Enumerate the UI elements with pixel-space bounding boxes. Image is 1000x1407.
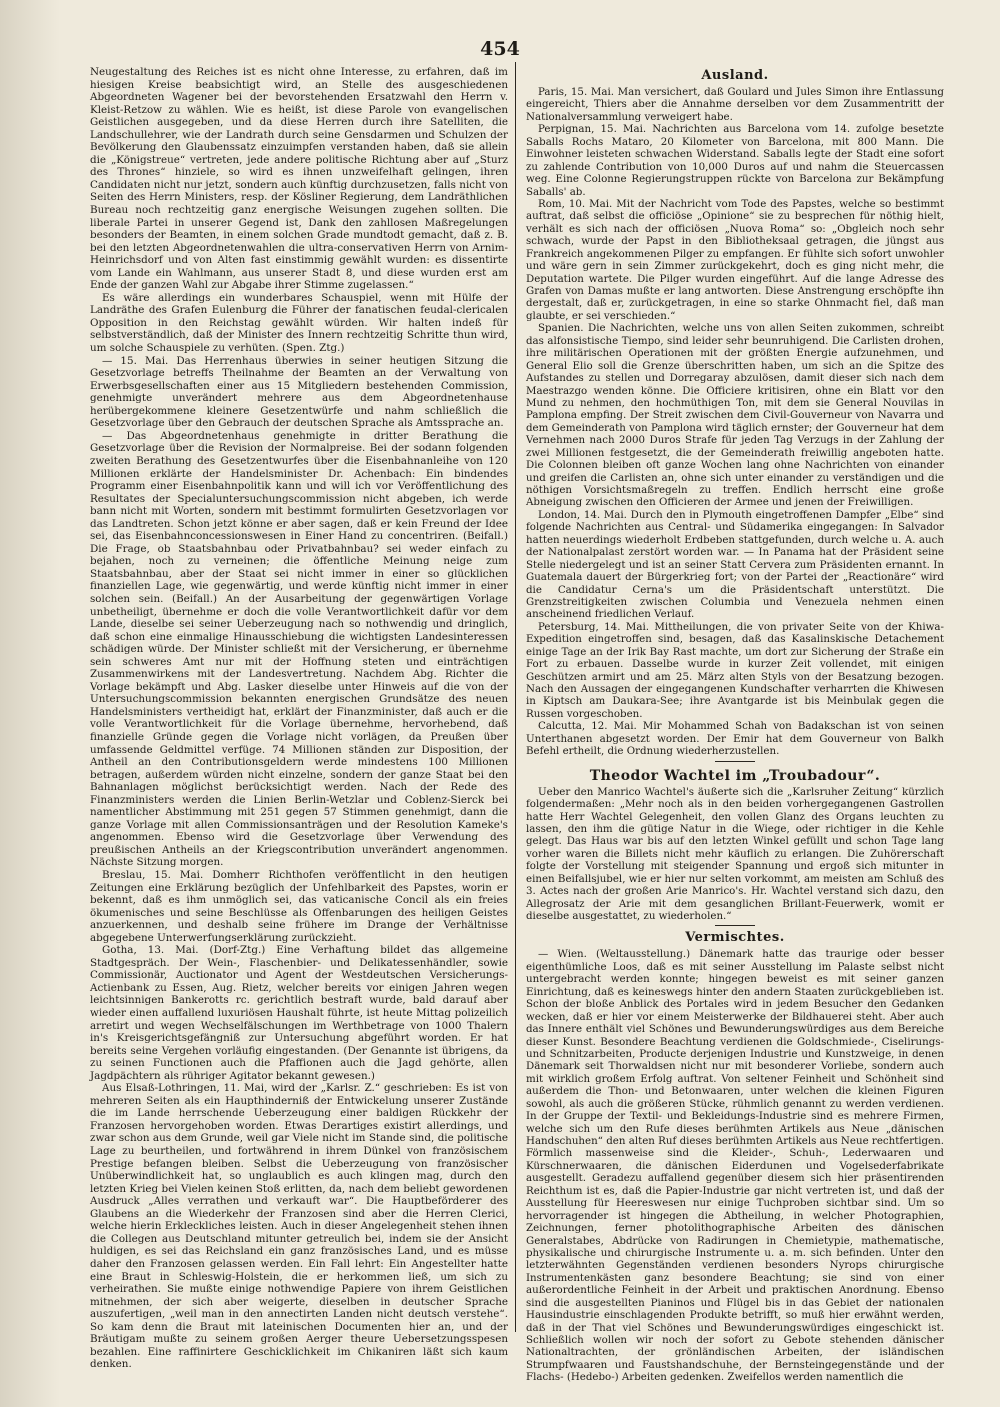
heading-separator bbox=[715, 761, 755, 762]
paragraph-london: London, 14. Mai. Durch den in Plymouth eingetroffenen Dampfer „Elbe“ sind folgende Nachrichten aus Central- und Südamerika eingegangen: In Salvador hatten neuerdings wiederholt Erdbeben stattgefunden, durch welche u. A. auch der Nationalpalast zerstört worden war. — In Panama hat der Präsident seine Stelle niedergelegt und ist an seiner Statt Cervera zum Präsidenten ernannt. In Guatemala dauert der Bürgerkrieg fort; von der Partei der „Reactionäre“ wird die Candidatur Cerna's um die Präsidentschaft unterstützt. Die Grenzstreitigkeiten zwischen Columbia und Venezuela nehmen einen anscheinend friedlichen Verlauf. bbox=[526, 508, 944, 621]
paragraph-landraethe: Es wäre allerdings ein wunderbares Schauspiel, wenn mit Hülfe der Landräthe des Grafen Eulenburg die Führer der fanatischen feudal-clericalen Opposition in den Reichstag gewählt würden. Wir halten indeß für selbstverständlich, daß der Minister des Innern rechtzeitig Schritte thun wird, um solche Schauspiele zu verhüten. (Spen. Ztg.) bbox=[90, 291, 508, 355]
heading-separator bbox=[715, 925, 755, 926]
paragraph-wachtel-troubadour: Ueber den Manrico Wachtel's äußerte sich die „Karlsruher Zeitung“ kürzlich folgendermaßen: „Mehr noch als in den beiden vorhergegangenen Gastrollen hatte Herr Wachtel Gelegenheit, den vollen Glanz des Organs leuchten zu lassen, den ihm die gütige Natur in die Wiege, oder richtiger in die Kehle gelegt. Das Haus war bis auf den letzten Winkel gefüllt und schon Tage lang vorher waren die Billets nicht mehr käuflich zu erlangen. Die Zuhörerschaft folgte der Vorstellung mit steigender Spannung und ergoß sich mitunter in einen Beifallsjubel, wie er hier nur selten vorkommt, am meisten am Schluß des 3. Actes nach der großen Arie Manrico's. Hr. Wachtel verstand sich dazu, den Allegrosatz der Arie mit dem gesanglichen Brillant-Feuerwerk, womit er dieselbe ausgestattet, zu wiederholen.“ bbox=[526, 785, 944, 922]
paragraph-weltausstellung: — Wien. (Weltausstellung.) Dänemark hatte das traurige oder besser eigenthümliche Loos, daß es mit seiner Ausstellung im Palaste selbst nicht untergebracht werden konnte; hingegen beweist es mit seiner ganzen Einrichtung, daß es keineswegs hinter den andern Staaten zurückgeblieben ist. Schon der bloße Anblick des Portales wird in jedem Besucher den Gedanken wecken, daß er hier vor einem Meisterwerke der Bildhauerei steht. Aber auch das Innere enthält viel Schönes und Bewunderungswürdiges aus dem Bereiche dieser Kunst. Besondere Beachtung verdienen die Goldschmiede-, Ciselirungs- und Schnitzarbeiten, Producte derjenigen Industrie und Kunstzweige, in denen Dänemark seit Thorwaldsen nicht nur mit besonderer Vorliebe, sondern auch mit wirklich großem Erfolg auftrat. Von seltener Feinheit und Schönheit sind außerdem die Thon- und Betonwaaren, unter welchen die kleinen Figuren sowohl, als auch die größeren Stücke, rühmlich genannt zu werden verdienen. In der Gruppe der Textil- und Bekleidungs-Industrie sind es mehrere Firmen, welche sich um den Rufe dieses berühmten Artikels aus Neue „dänischen Handschuhen“ den alten Ruf dieses berühmten Artikels aus Neue rechtfertigen. Förmlich massenweise sind die Kleider-, Schuh-, Lederwaaren und Kürschnerwaaren, die dänischen Eiderdunen und Vogelsederfabrikate ausgestellt. Geradezu auffallend gegenüber diesem sich hier präsentirenden Reichthum ist es, daß die Papier-Industrie gar nicht vertreten ist, und daß der Ausstellung für Heereswesen nur einige Tuchproben sichtbar sind. Um so hervorragender ist hingegen die Abtheilung, in welcher Photographien, Zeichnungen, ferner photolithographische Arbeiten des dänischen Generalstabes, Abdrücke von Radirungen in Chemietypie, mathematische, physikalische und chirurgische Instrumente u. a. m. sich befinden. Unter den letzterwähnten Gegenständen verdienen besonders Nyrops chirurgische Instrumentenkästen ganz besondere Beachtung; sie sind von einer außerordentliche Feinheit in der Arbeit und praktischen Anordnung. Ebenso sind die ausgestellten Pianinos und Flügel bis in das Gebiet der nationalen Hausindustrie einschlagenden Produkte betrifft, so muß hier erwähnt werden, daß in der That viel Schönes und Bewunderungswürdiges eingeschickt ist. Schließlich wollen wir noch der sofort zu Gebote stehenden dänischer Nationaltrachten, der grönländischen Arbeiten, der isländischen Strumpfwaaren und Faustshandschuhe, der Bernsteingegenstände und der Flachs- (Hedebo-) Arbeiten gedenken. Zweifellos werden namentlich die bbox=[526, 948, 944, 1384]
paragraph-spanien: Spanien. Die Nachrichten, welche uns von allen Seiten zukommen, schreibt das alfonsistische Tiempo, sind leider sehr beunruhigend. Die Carlisten drohen, ihre militärischen Operationen mit der größten Energie aufzunehmen, und General Elio soll die Grenze überschritten haben, um sich an die Spitze des Aufstandes zu stellen und Dorregaray abzulösen, damit dieser sich nach dem Maestrazgo wenden könne. Die Officiere kritisiren, ohne ein Blatt vor den Mund zu nehmen, den hochmüthigen Ton, mit dem sie General Nouvilas in Pamplona empfing. Der Streit zwischen dem Civil-Gouverneur von Navarra und dem Gemeinderath von Pamplona wird täglich ernster; der Gouverneur hat dem Vernehmen nach 2000 Duros Strafe für jeden Tag Verzugs in der Zahlung der zwei Millionen festgesetzt, die der Gemeinderath freiwillig angeboten hatte. Die Colonnen bleiben oft ganze Wochen lang ohne Nachrichten von einander und greifen die Carlisten an, ohne sich unter einander zu verständigen und die nöthigen Vorsichtsmaßregeln zu treffen. Endlich herrscht eine große Abneigung zwischen den Officieren der Armee und jenen der Freiwilligen. bbox=[526, 322, 944, 509]
paragraph-elsass-lothringen: Aus Elsaß-Lothringen, 11. Mai, wird der „Karlsr. Z.“ geschrieben: Es ist von mehreren Seiten als ein Haupthinderniß der Entwickelung unserer Zustände die im Lande herrschende Ueberzeugung einer baldigen Rückkehr der Franzosen hervorgehoben worden. Etwas Derartiges existirt allerdings, und zwar schon aus dem Grunde, weil gar Viele nicht im Stande sind, die politische Lage zu beurtheilen, und fortwährend in ihrem Dünkel von französischem Prestige befangen bleiben. Selbst die Ueberzeugung von französischer Unüberwindlichkeit hat, so unglaublich es auch klingen mag, durch den letzten Krieg bei Vielen keinen Stoß erlitten, da, nach dem beliebt gewordenen Ausdruck „Alles verrathen und verkauft war“. Die Hauptbeförderer des Glaubens an die Wiederkehr der Franzosen sind aber die Herren Clerici, welche hierin Erkleckliches leisten. Auch in dieser Angelegenheit stehen ihnen die Collegen aus Deutschland mitunter getreulich bei, indem sie der Ansicht huldigen, es sei das Reichsland ein ganz französisches Land, und es müsse daher den Franzosen gelassen werden. Ein Fall lehrt: Ein Angestellter hatte eine Braut in Schleswig-Holstein, die er herkommen ließ, um sich zu verheirathen. Sie mußte einige nothwendige Papiere von ihrem Geistlichen mitnehmen, der sich aber weigerte, dieselben in deutscher Sprache auszufertigen, „weil man in den annectirten Landen nicht deutsch verstehe“. So kam denn die Braut mit lateinischen Documenten hier an, und der Bräutigam mußte zu seinem großen Aerger theure Uebersetzungsspesen bezahlen. Eine raffinirtere Geschicklichkeit im Chikaniren läßt sich kaum denken. bbox=[90, 1082, 508, 1371]
paragraph-wahl-kleist-retzow: Neugestaltung des Reiches ist es nicht ohne Interesse, zu erfahren, daß im hiesigen Kreise beabsichtigt wird, an Stelle des ausgeschiedenen Abgeordneten Wagener bei der bevorstehenden Ersatzwahl den Herrn v. Kleist-Retzow zu wählen. Wie es heißt, ist diese Parole von evangelischen Geistlichen ausgegeben, und da diese Herren durch ihre Satelliten, die Landschullehrer, wie der Landrath durch seine Gensdarmen und Schulzen der Bevölkerung den Glaubenssatz einzuimpfen verstanden haben, daß sie allein die „Königstreue“ vertreten, jede andere politische Richtung aber auf „Sturz des Thrones“ hinziele, so wird es ihnen unzweifelhaft gelingen, ihren Candidaten nicht nur jetzt, sondern auch künftig durchzusetzen, falls nicht von Seiten des Herrn Ministers, resp. der Kösliner Regierung, dem Landräthlichen Bureau noch rechtzeitig ganz energische Weisungen zugehen sollten. Die liberale Partei in unserer Gegend ist, Dank den zahllosen Maßregelungen besonders der Beamten, in einem solchen Grade mundtodt gemacht, daß z. B. bei den letzten Abgeordnetenwahlen die ultra-conservativen Herrn von Arnim-Heinrichsdorf und von Alten fast einstimmig gewählt wurden: es dissentirte vom Lande ein Wahlmann, aus unserer Stadt 8, und diese wurden erst am Ende der ganzen Wahl zur Abgabe ihrer Stimme zugelassen.“ bbox=[90, 66, 508, 292]
paragraph-petersburg: Petersburg, 14. Mai. Mittheilungen, die von privater Seite von der Khiwa-Expedition eingetroffen sind, besagen, daß das Kasalinskische Detachement einige Tage an der Irik Bay Rast machte, um dort zur Sicherung der Straße ein Fort zu erbauen. Dasselbe wurde in kurzer Zeit vollendet, mit einigen Geschützen armirt und am 25. März alten Styls von der Besatzung bezogen. Nach den Aussagen der eingegangenen Kundschafter verharrten die Khiwesen in Kiptsch am Daukara-See; ihre Avantgarde ist bis Meinbulak gegen die Russen vorgeschoben. bbox=[526, 620, 944, 720]
paragraph-abgeordnetenhaus: — Das Abgeordnetenhaus genehmigte in dritter Berathung die Gesetzvorlage über die Revision der Normalpreise. Bei der sodann folgenden zweiten Berathung des Gesetzentwurfes über die Eisenbahnanleihe von 120 Millionen erklärte der Handelsminister Dr. Achenbach: Ein bindendes Programm einer Eisenbahnpolitik kann und will ich vor Veröffentlichung des Resultates der Specialuntersuchungscommission nicht abgeben, ich werde bann nicht mit Worten, sondern mit bestimmt formulirten Gesetzvorlagen vor das Landtreten. Schon jetzt könne er aber sagen, daß er kein Freund der Idee sei, das Eisenbahnconcessionswesen in Einer Hand zu concentriren. (Beifall.) Die Frage, ob Staatsbahnbau oder Privatbahnbau? sei weder einfach zu bejahen, noch zu verneinen; die öffentliche Meinung neige zum Staatsbahnbau, aber der Staat sei nicht immer in einer so glücklichen finanziellen Lage, wie gegenwärtig, und werde künftig nicht immer in einer solchen sein. (Beifall.) An der Ausarbeitung der gegenwärtigen Vorlage unbetheiligt, übernehme er doch die volle Verantwortlichkeit dafür vor dem Lande, dieselbe sei seiner Ueberzeugung nach so nothwendig und dringlich, daß schon eine einmalige Hinausschiebung die wichtigsten Landesinteressen schädigen würde. Der Minister schließt mit der Versicherung, er übernehme sein schweres Amt nur mit der Hoffnung steten und einträchtigen Zusammenwirkens mit der Landesvertretung. Nachdem Abg. Richter die Vorlage bekämpft und Abg. Lasker dieselbe unter Hinweis auf die von der Untersuchungscommission bekannten energischen Grundsätze des neuen Handelsministers vertheidigt hat, erklärt der Finanzminister, daß auch er die volle Verantwortlichkeit für die Vorlage übernehme, hervorhebend, daß finanzielle Gründe gegen die Vorlage nicht vorlägen, da Preußen über umfassende Geldmittel verfüge. 74 Millionen ständen zur Disposition, der Antheil an den Contributionsgeldern werde mindestens 100 Millionen betragen, außerdem würden nicht einzelne, sondern der ganze Staat bei den Bahnanlagen möglichst berücksichtigt werden. Nach der Rede des Finanzministers werden die Linien Berlin-Wetzlar und Coblenz-Sierck bei namentlicher Abstimmung mit 251 gegen 57 Stimmen genehmigt, dann die ganze Vorlage mit allen Commissionsanträgen und der Resolution Kameke's angenommen. Ebenso wird die Gesetzvorlage über Verwendung des preußischen Antheils an der Kriegscontribution unverändert angenommen. Nächste Sitzung morgen. bbox=[90, 429, 508, 869]
column-divider bbox=[515, 62, 516, 1332]
paragraph-calcutta: Calcutta, 12. Mai. Mir Mohammed Schah von Badakschan ist von seinen Unterthanen abgesetzt worden. Der Emir hat dem Gouverneur von Balkh Befehl ertheilt, die Ordnung wiederherzustellen. bbox=[526, 720, 944, 758]
section-heading-ausland: Ausland. bbox=[701, 68, 769, 83]
paragraph-perpignan: Perpignan, 15. Mai. Nachrichten aus Barcelona vom 14. zufolge besetzte Saballs Rochs Mataro, 20 Kilometer von Barcelona, mit 800 Mann. Die Einwohner leisteten schwachen Widerstand. Saballs legte der Stadt eine sofort zu zahlende Contribution von 10,000 Duros auf und nahm die Steuercassen weg. Eine Colonne Regierungstruppen rückte von Barcelona zur Bekämpfung Saballs' ab. bbox=[526, 123, 944, 198]
section-heading-wachtel: Theodor Wachtel im „Troubadour“. bbox=[589, 767, 881, 784]
scan-margin-shadow bbox=[0, 0, 60, 1407]
right-column bbox=[526, 66, 944, 1384]
page-number: 454 bbox=[480, 38, 520, 60]
paragraph-breslau: Breslau, 15. Mai. Domherr Richthofen veröffentlicht in den heutigen Zeitungen eine Erklärung bezüglich der Unfehlbarkeit des Papstes, worin er bekennt, daß es ihm unmöglich sei, das vaticanische Concil als ein freies ökumenisches und seine Beschlüsse als Offenbarungen des heiligen Geistes anzuerkennen, und deshalb seine frühere im Drange der Verhältnisse abgegebene Unterwerfungserklärung zurückzieht. bbox=[90, 869, 508, 944]
section-heading-vermischtes: Vermischtes. bbox=[685, 930, 785, 946]
paragraph-gotha: Gotha, 13. Mai. (Dorf-Ztg.) Eine Verhaftung bildet das allgemeine Stadtgespräch. Der Wein-, Flaschenbier- und Delikatessenhändler, sowie Commissionär, Auctionator und Agent der Westdeutschen Versicherungs-Actienbank zu Essen, Aug. Rietz, welcher bereits vor einigen Jahren wegen leichtsinnigen Bankerotts rc. gerichtlich bestraft wurde, bald darauf aber wieder einen auffallend luxuriösen Haushalt führte, ist heute Mittag polizeilich arretirt und wegen Wechselfälschungen im Werthbetrage von 1000 Thalern in's Kreisgerichtsgefängniß zur Untersuchung abgeführt worden. Er hat bereits seine Vergehen vorläufig eingestanden. (Der Genannte ist übrigens, da zu seinen Functionen auch die Pfaffionen auch die Jagd gehörte, allen Jagdpächtern als rühriger Agitator bekannt gewesen.) bbox=[90, 944, 508, 1082]
left-column bbox=[90, 66, 508, 1371]
paragraph-paris: Paris, 15. Mai. Man versichert, daß Goulard und Jules Simon ihre Entlassung eingereicht, Thiers aber die Annahme derselben vor dem Zusammentritt der Nationalversammlung verweigert habe. bbox=[526, 86, 944, 123]
paragraph-herrenhaus: — 15. Mai. Das Herrenhaus überwies in seiner heutigen Sitzung die Gesetzvorlage betreffs Theilnahme der Beamten an der Verwaltung von Erwerbsgesellschaften einer aus 15 Mitgliedern bestehenden Commission, genehmigte unverändert mehrere aus dem Abgeordnetenhause herübergekommene kleinere Gesetzentwürfe und nahm schließlich die Gesetzvorlage über den Gebrauch der deutschen Sprache als Amtssprache an. bbox=[90, 354, 508, 430]
paragraph-rom: Rom, 10. Mai. Mit der Nachricht vom Tode des Papstes, welche so bestimmt auftrat, daß selbst die officiöse „Opinione“ sie zu besprechen für nöthig hielt, verhält es sich nach der officiösen „Nuova Roma“ so: „Obgleich noch sehr schwach, wurde der Papst in den Bibliotheksaal getragen, die jüngst aus Frankreich angekommenen Pilger zu empfangen. Er fühlte sich sofort unwohler und wäre gern in sein Zimmer zurückgekehrt, doch es ging nicht mehr, die Deputation wartete. Die Pilger wurden eingeführt. Auf die lange Adresse des Grafen von Damas mußte er lang antworten. Diese Anstrengung erschöpfte ihn dergestalt, daß er, zurückgetragen, in eine so starke Ohnmacht fiel, daß man glaubte, er sei verschieden.“ bbox=[526, 197, 944, 322]
